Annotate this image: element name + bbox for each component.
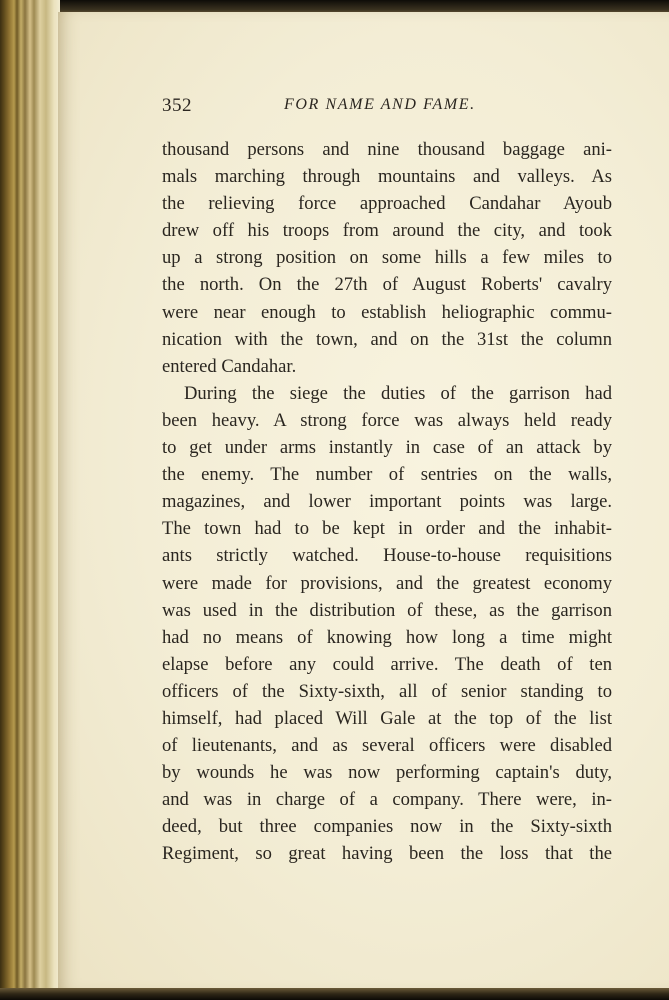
text-line: of lieutenants, and as several officers were disabled [162, 735, 612, 757]
text-line: the north. On the 27th of August Roberts' cavalry [162, 274, 612, 296]
text-line: magazines, and lower important points was large. [162, 491, 612, 513]
text-line: elapse before any could arrive. The death of ten [162, 653, 612, 675]
text-line: drew off his troops from around the city, and took [162, 220, 612, 242]
text-line: During the siege the duties of the garrison had [184, 382, 612, 404]
text-line: the relieving force approached Candahar Ayoub [162, 193, 612, 215]
page-edges-left [0, 0, 60, 1000]
bottom-page-edge [0, 988, 669, 1000]
text-line: the enemy. The number of sentries on the walls, [162, 464, 612, 486]
text-line: himself, had placed Will Gale at the top of the list [162, 707, 612, 729]
text-line: was used in the distribution of these, as the garrison [162, 599, 612, 621]
text-line: been heavy. A strong force was always held ready [162, 409, 612, 431]
text-line: deed, but three companies now in the Sixty-sixth [162, 816, 612, 838]
text-line: mals marching through mountains and valleys. As [162, 166, 612, 188]
text-line: nication with the town, and on the 31st the column [162, 328, 612, 350]
page-number: 352 [162, 95, 192, 116]
text-line: up a strong position on some hills a few miles to [162, 247, 612, 269]
text-line: The town had to be kept in order and the inhabit- [162, 518, 612, 540]
text-line: and was in charge of a company. There were, in- [162, 789, 612, 811]
text-line: thousand persons and nine thousand baggage ani- [162, 139, 612, 160]
text-line: Regiment, so great having been the loss that the [162, 843, 612, 865]
text-line: ants strictly watched. House-to-house requisitions [162, 545, 612, 567]
body-text [162, 136, 612, 868]
text-line: had no means of knowing how long a time might [162, 626, 612, 648]
text-line: by wounds he was now performing captain's duty, [162, 762, 612, 784]
text-line: entered Candahar. [162, 355, 297, 377]
running-title: FOR NAME AND FAME. [284, 96, 476, 113]
text-line: to get under arms instantly in case of an attack by [162, 437, 612, 459]
text-line: were near enough to establish heliographic commu- [162, 301, 612, 323]
text-line: officers of the Sixty-sixth, all of senior standing to [162, 680, 612, 702]
text-line: were made for provisions, and the greatest economy [162, 572, 612, 594]
page-header [162, 95, 612, 117]
